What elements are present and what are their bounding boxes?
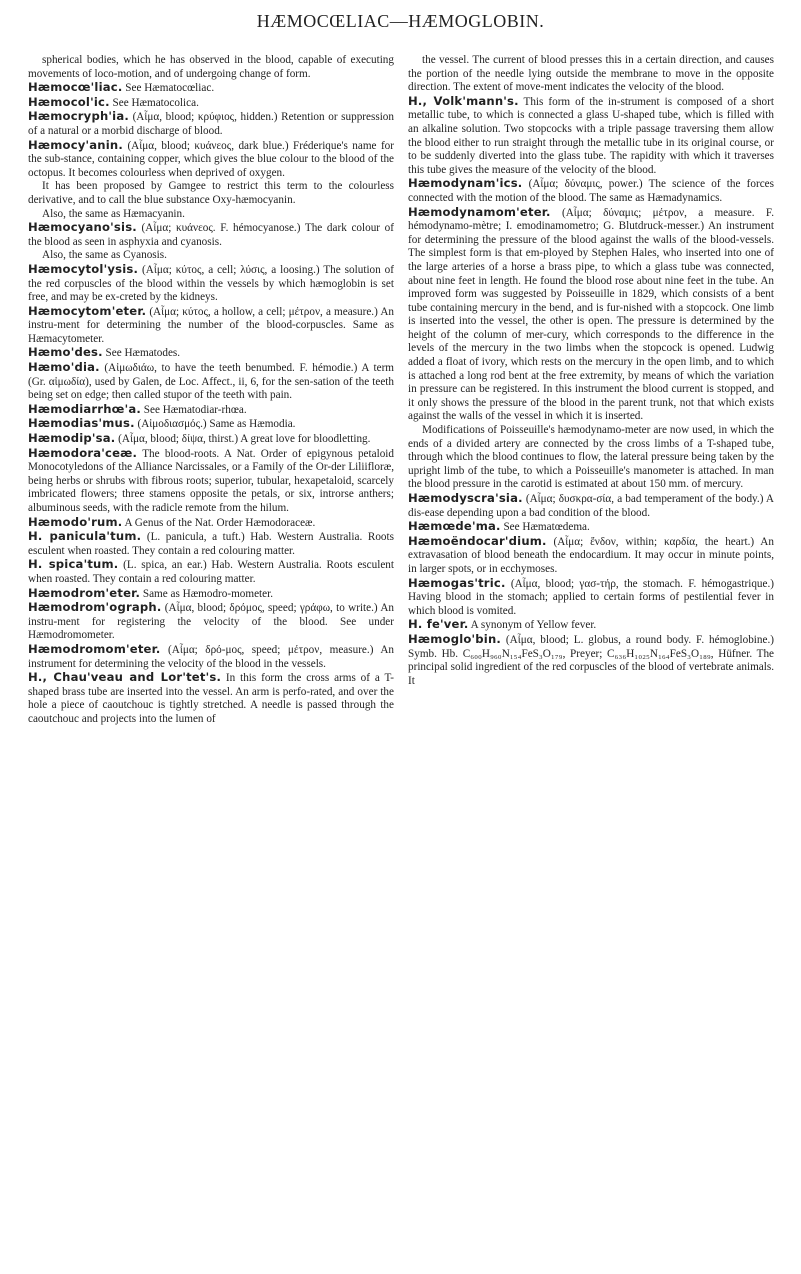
entry-definition: Same as Hæmodro-mometer. <box>140 587 274 600</box>
dictionary-entry <box>408 95 774 178</box>
dictionary-entry <box>28 139 394 181</box>
entry-definition: (Αἷμα, blood; δίψα, thirst.) A great love for bloodletting. <box>115 433 371 446</box>
entry-definition: the vessel. The current of blood presses this in a certain direction, and causes the portion of the needle lying outside the membrane to move in the opposite direction. The extent of move-ment indicates the velocity of the blood. <box>408 54 774 94</box>
dictionary-entry <box>28 671 394 726</box>
entry-headword: Hæmodias'mus. <box>28 416 135 431</box>
dictionary-entry <box>28 305 394 347</box>
entry-definition: (Αἷμα, blood; L. globus, a round body. F. hémoglobine.) Symb. Hb. C₆₀₀H₉₆₀N₁₅₄FeS₃O₁₇₉, Preyer; C₆₃₆H₁₀₂₅N₁₆₄FeS₃O₁₈₉, Hüfner. The principal solid ingredient of the red corpuscles of the blood of vertebrate animals. It <box>408 633 774 687</box>
entry-headword: Hæmodyscra'sia. <box>408 491 523 505</box>
entry-headword: Hæmocol'ic. <box>28 94 110 109</box>
dictionary-entry <box>408 206 774 425</box>
entry-headword: H. panicula'tum. <box>28 529 142 544</box>
entry-definition: See Hæmatodes. <box>102 347 181 360</box>
dictionary-entry <box>28 587 394 602</box>
entry-definition: (Αἷμα, blood; κυάνεος, dark blue.) Fréderique's name for the sub-stance, containing copper, which gives the blue colour to the blood of the octopus. It becomes colourless when deprived of oxygen. <box>28 139 394 179</box>
entry-paragraph <box>28 249 394 263</box>
entry-headword: Hæmogas'tric. <box>408 575 506 590</box>
entry-definition: (Αἷμα; κύτος, a hollow, a cell; μέτρον, a measure.) An instru-ment for determining the number of the blood-corpuscles. Same as Hæmacytometer. <box>28 305 394 345</box>
entry-headword: Hæmo'des. <box>28 345 103 360</box>
entry-headword: Hæmo'dia. <box>28 360 100 375</box>
left-column <box>28 54 394 727</box>
dictionary-entry <box>28 516 394 531</box>
entry-definition: It has been proposed by Gamgee to restrict this term to the colourless derivative, and to call the blue substance Oxy-hæmocyanin. <box>28 180 394 206</box>
entry-definition: (Αἷμα; κυάνεος. F. hémocyanose.) The dark colour of the blood as seen in asphyxia and cyanosis. <box>28 222 394 248</box>
entry-definition: Also, the same as Hæmacyanin. <box>42 207 185 220</box>
entry-definition: This form of the in-strument is composed of a short metallic tube, to which is connected a glass U-shaped tube, which is filled with an alkaline solution. Two stopcocks with a triple passage traversing them allow the blood either to run straight through the metallic tube in its original course, or to be suddenly diverted into the glass tube. The rapidity with which it traverses this tube gives the measure of the velocity of the blood. <box>408 95 774 176</box>
dictionary-entry <box>28 221 394 249</box>
dictionary-entry <box>28 96 394 111</box>
entry-headword: H. spica'tum. <box>28 557 119 572</box>
entry-definition: (Αἷμα, blood; γασ-τήρ, the stomach. F. hémogastrique.) Having blood in the stomach; applied to certain forms of pestilential fever in which blood is vomited. <box>408 577 774 617</box>
dictionary-entry <box>408 577 774 619</box>
dictionary-entry <box>408 492 774 520</box>
entry-headword: Hæmodynamom'eter. <box>408 204 551 219</box>
entry-headword: H., Chau'veau and Lor'tet's. <box>28 670 222 685</box>
running-head: HÆMOCŒLIAC—HÆMOGLOBIN. <box>256 11 545 31</box>
entry-paragraph <box>408 54 774 95</box>
entry-headword: H., Volk'mann's. <box>408 93 519 108</box>
entry-definition: (Αἱμοδιασμός.) Same as Hæmodia. <box>134 418 296 431</box>
entry-definition: (Αἷμα; δυσκρα-σία, a bad temperament of the body.) A dis-ease depending upon a bad condition of the blood. <box>408 493 774 519</box>
entry-definition: spherical bodies, which he has observed in the blood, capable of executing movements of loco-motion, and of undergoing change of form. <box>28 54 394 80</box>
dictionary-entry <box>408 520 774 535</box>
entry-headword: H. fe'ver. <box>408 617 469 632</box>
entry-paragraph <box>408 424 774 492</box>
entry-headword: Hæmodo'rum. <box>28 514 123 529</box>
entry-headword: Hæmodiarrhœ'a. <box>28 401 141 416</box>
dictionary-entry <box>28 361 394 403</box>
dictionary-entry <box>28 530 394 558</box>
dictionary-entry <box>28 447 394 516</box>
entry-headword: Hæmœde'ma. <box>408 519 501 534</box>
entry-headword: Hæmocyano'sis. <box>28 220 137 235</box>
dictionary-entry <box>28 346 394 361</box>
entry-definition: A synonym of Yellow fever. <box>468 619 597 632</box>
entry-definition: (Αἷμα; δύναμις, power.) The science of the forces connected with the motion of the blood. The same as Hæmadynamics. <box>408 178 774 204</box>
entry-headword: Hæmodrom'eter. <box>28 585 141 600</box>
entry-headword: Hæmoëndocar'dium. <box>408 533 547 548</box>
entry-definition: (Αἷμα; κύτος, a cell; λύσις, a loosing.) The solution of the red corpuscles of the blood within the vessels by which hæmoglobin is set free, and may be ex-creted by the kidneys. <box>28 263 394 304</box>
entry-definition: Modifications of Poisseuille's hæmodynamo-meter are now used, in which the ends of a divided artery are connected by the cross limbs of a T-shaped tube, through which the blood continues to flow, the lateral pressure being taken by the upright limb of the tube, to which a Poisseuille's manometer is attached. In man the blood pressure in the carotid is estimated at about 150 mm. of mercury. <box>408 424 774 491</box>
dictionary-entry <box>408 177 774 205</box>
entry-definition: See Hæmatodiar-rhœa. <box>140 403 247 416</box>
entry-definition: (L. panicula, a tuft.) Hab. Western Australia. Roots esculent when roasted. They contain a red colouring matter. <box>28 531 394 557</box>
entry-headword: Hæmodrom'ograph. <box>28 600 162 615</box>
dictionary-entry <box>28 110 394 138</box>
entry-definition: A Genus of the Nat. Order Hæmodoraceæ. <box>122 516 316 529</box>
dictionary-entry <box>28 81 394 96</box>
entry-definition: (Αἷμα; δρό-μος, speed; μέτρον, measure.) An instrument for determining the velocity of the blood in the vessels. <box>28 643 394 670</box>
dictionary-entry <box>408 535 774 577</box>
entry-definition: (Αἱμωδιάω, to have the teeth benumbed. F. hémodie.) A term (Gr. αἱμωδία), used by Galen, de Loc. Affect., ii, 6, for the sen-sation of the teeth being set on edge; then called stupor of the teeth with pain. <box>28 362 394 402</box>
entry-definition: (L. spica, an ear.) Hab. Western Australia. Roots esculent when roasted. They contain a red colouring matter. <box>28 559 394 585</box>
entry-paragraph <box>28 54 394 81</box>
entry-headword: Hæmoglo'bin. <box>408 631 502 646</box>
entry-definition: (Αἷμα; ἔνδον, within; καρδία, the heart.) An extravasation of blood beneath the endocardium. It may occur in minute points, in larger spots, or in ecchymoses. <box>408 535 774 575</box>
entry-headword: Hæmodromom'eter. <box>28 641 161 656</box>
right-column <box>408 54 774 688</box>
entry-definition: See Hæmatocolica. <box>109 96 199 109</box>
dictionary-entry <box>28 263 394 305</box>
entry-headword: Hæmodip'sa. <box>28 431 116 446</box>
entry-headword: Hæmodynam'ics. <box>408 176 523 191</box>
entry-paragraph <box>28 208 394 222</box>
entry-definition: See Hæmatœdema. <box>500 521 590 534</box>
dictionary-entry <box>28 643 394 671</box>
dictionary-entry <box>28 403 394 418</box>
dictionary-entry <box>28 417 394 432</box>
dictionary-entry <box>408 618 774 633</box>
entry-definition: See Hæmatocœliac. <box>122 82 215 95</box>
dictionary-entry <box>408 633 774 688</box>
entry-definition: (Αἷμα, blood; δρόμος, speed; γράφω, to write.) An instru-ment for registering the velocity of the blood. See under Hæmodromometer. <box>28 602 394 642</box>
entry-definition: Also, the same as Cyanosis. <box>42 249 167 262</box>
entry-headword: Hæmocytom'eter. <box>28 303 147 318</box>
dictionary-entry <box>28 601 394 643</box>
entry-headword: Hæmodora'ceæ. <box>28 445 138 460</box>
entry-definition: (Αἷμα, blood; κρύφιος, hidden.) Retention or suppression of a natural or a morbid discharge of blood. <box>28 111 394 137</box>
entry-headword: Hæmocy'anin. <box>28 137 123 152</box>
entry-definition: The blood-roots. A Nat. Order of epigynous petaloid Monocotyledons of the Alliance Narcissales, or a Family of the Or-der Liliifloræ, being herbs or shrubs with fibrous roots; superior, tubular, hexapetaloid, scarcely imbricated flowers; three stamens opposite the petals, or six, introrse anthers; albuminous seeds, with the radicle remote from the hilum. <box>28 447 394 514</box>
dictionary-entry <box>28 432 394 447</box>
entry-definition: (Αἷμα; δύναμις; μέτρον, a measure. F. hémodynamo-mètre; I. emodinamometro; G. Blutdruck-messer.) An instrument for determining the pressure of the blood against the walls of the blood-vessels. The simplest form is that em-ployed by Stephen Hales, who inserted into one of the large arteries of a horse a brass pipe, to which a glass tube was connected, about nine feet in length. He found the blood rose about nine feet in the tube. An improved form was suggested by Poisseuille in 1829, which consists of a bent tube containing mercury in the bend, and is fur-nished with a stopcock. One limb is inserted into the vessel, the other is open. The pressure is determined by the height of the column of mer-cury, which corresponds to the difference in the levels of the mercury in the two limbs when the stopcock is opened. Ludwig added a float of ivory, which rests on the mercury in the open limb, and to which is attached a long rod bent at the free extremity, by means of which the variation in pressure can be registered. In this instrument the blood current is stopped, and it only shows the pressure of the blood in the parent trunk, not that which exists against the walls of the vessel in which it is inserted. <box>408 206 774 423</box>
entry-headword: Hæmocœ'liac. <box>28 80 123 95</box>
entry-headword: Hæmocryph'ia. <box>28 109 129 124</box>
dictionary-entry <box>28 558 394 586</box>
entry-paragraph <box>28 180 394 207</box>
entry-headword: Hæmocytol'ysis. <box>28 261 139 276</box>
entry-definition: In this form the cross arms of a T-shaped brass tube are inserted into the vessel. An arm is perfo-rated, and over the hole a piece of caoutchouc is tightly stretched. A needle is passed through the caoutchouc and projects into the lumen of <box>28 672 394 725</box>
